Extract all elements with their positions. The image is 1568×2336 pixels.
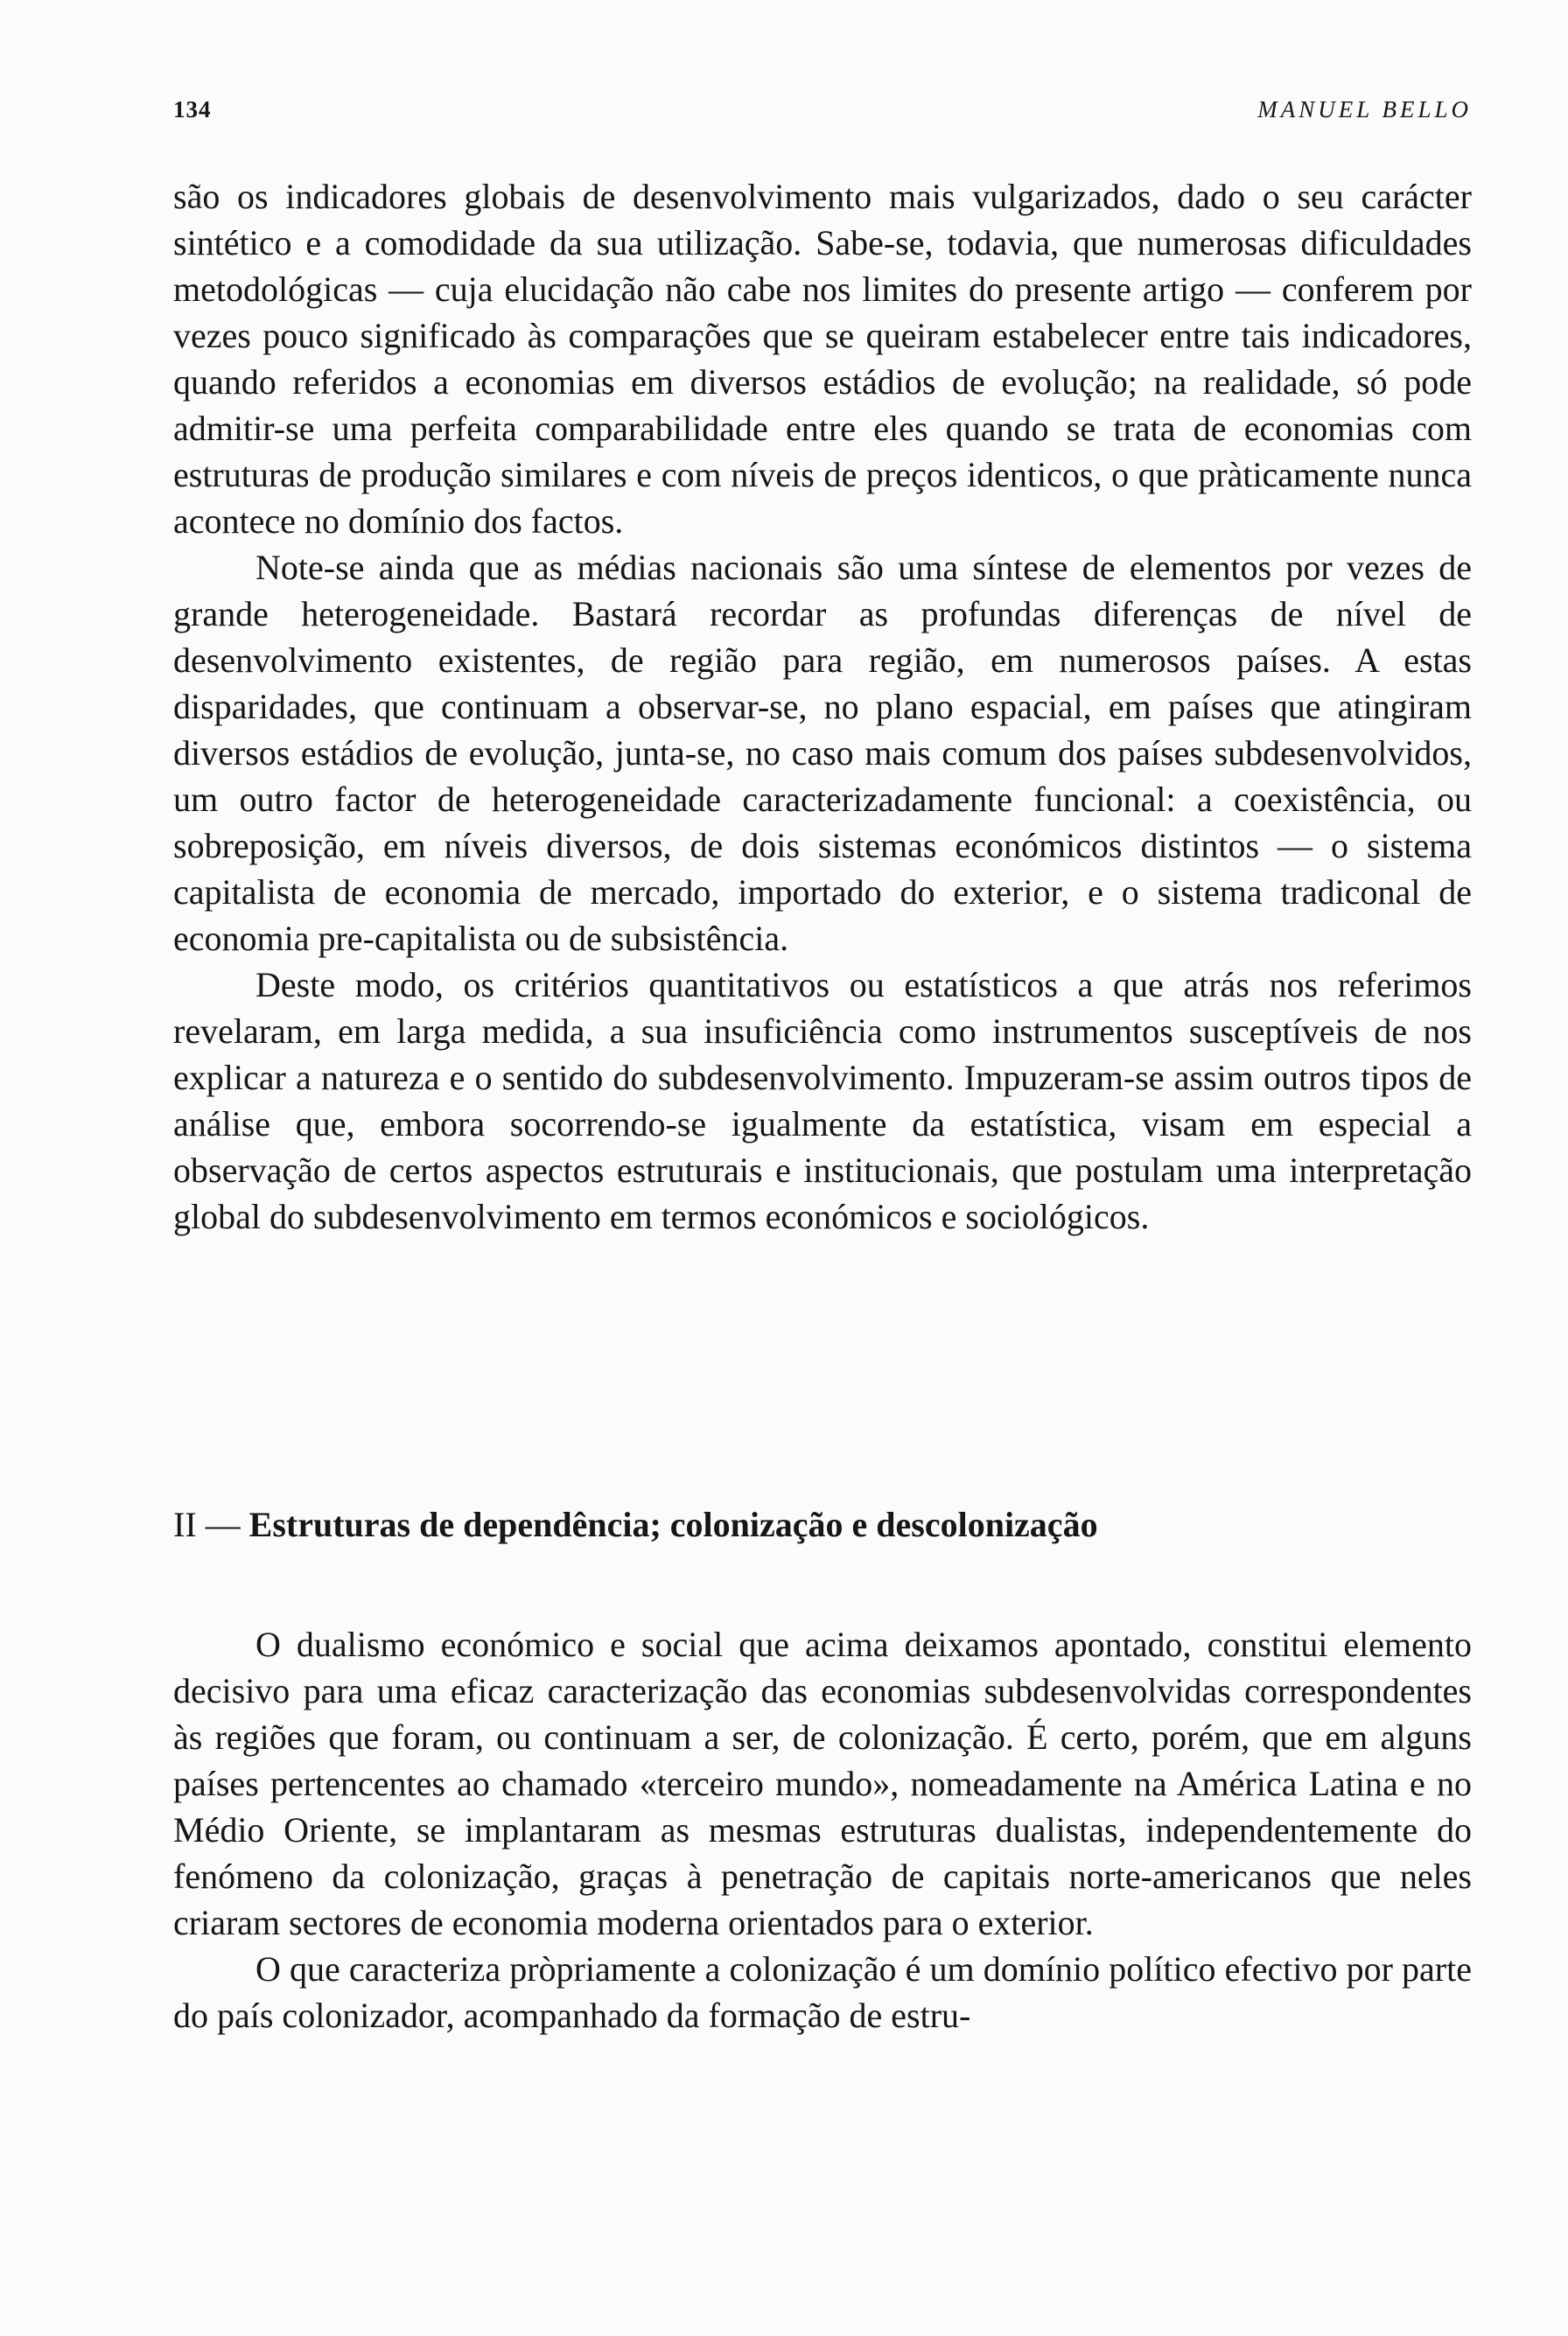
page-number: 134: [173, 96, 212, 122]
running-head: MANUEL BELLO: [1257, 96, 1472, 122]
paragraph: são os indicadores globais de desenvolvimento mais vulgarizados, dado o seu carácter sintético e a comodidade da sua utilização. Sabe-se, todavia, que numerosas dificuldades metodológicas — cuja elucidação não cabe nos limites do presente artigo — conferem por vezes pouco significado às comparações que se queiram estabelecer entre tais indicadores, quando referidos a economias em diversos estádios de evolução; na realidade, só pode admitir-se uma perfeita comparabilidade entre eles quando se trata de economias com estruturas de produção similares e com níveis de preços identicos, o que pràticamente nunca acontece no domínio dos factos.: [173, 177, 1472, 541]
paragraph: Note-se ainda que as médias nacionais são uma síntese de elementos por vezes de grande heterogeneidade. Bastará recordar as profundas diferenças de nível de desenvolvimento existentes, de região para região, em numerosos países. A estas disparidades, que continuam a observar-se, no plano espacial, em países que atingiram diversos estádios de evolução, junta-se, no caso mais comum dos países subdesenvolvidos, um outro factor de heterogeneidade caracterizadamente funcional: a coexistência, ou sobreposição, em níveis diversos, de dois sistemas económicos distintos — o sistema capitalista de economia de mercado, importado do exterior, e o sistema tradiconal de economia pre-capitalista ou de subsistência.: [173, 548, 1472, 958]
body-text-section-1: [173, 173, 1472, 1240]
page-header: [173, 96, 1472, 131]
body-text-section-2: [173, 1621, 1472, 2039]
section-heading: [173, 1501, 1098, 1548]
section-heading-title: Estruturas de dependência; colonização e descolonização: [248, 1505, 1098, 1544]
paragraph: Deste modo, os critérios quantitativos ou estatísticos a que atrás nos referimos revelaram, em larga medida, a sua insuficiência como instrumentos susceptíveis de nos explicar a natureza e o sentido do subdesenvolvimento. Impuzeram-se assim outros tipos de análise que, embora socorrendo-se igualmente da estatística, visam em especial a observação de certos aspectos estruturais e institucionais, que postulam uma interpretação global do subdesenvolvimento em termos económicos e sociológicos.: [173, 965, 1472, 1236]
paragraph: O que caracteriza pròpriamente a colonização é um domínio político efectivo por parte do país colonizador, acompanhado da formação de estru-: [173, 1949, 1472, 2035]
section-heading-number: II —: [173, 1505, 241, 1544]
paragraph: O dualismo económico e social que acima deixamos apontado, constitui elemento decisivo para uma eficaz caracterização das economias subdesenvolvidas correspondentes às regiões que foram, ou continuam a ser, de colonização. É certo, porém, que em alguns países pertencentes ao chamado «terceiro mundo», nomeadamente na América Latina e no Médio Oriente, se implantaram as mesmas estruturas dualistas, independentemente do fenómeno da colonização, graças à penetração de capitais norte-americanos que neles criaram sectores de economia moderna orientados para o exterior.: [173, 1625, 1472, 1942]
